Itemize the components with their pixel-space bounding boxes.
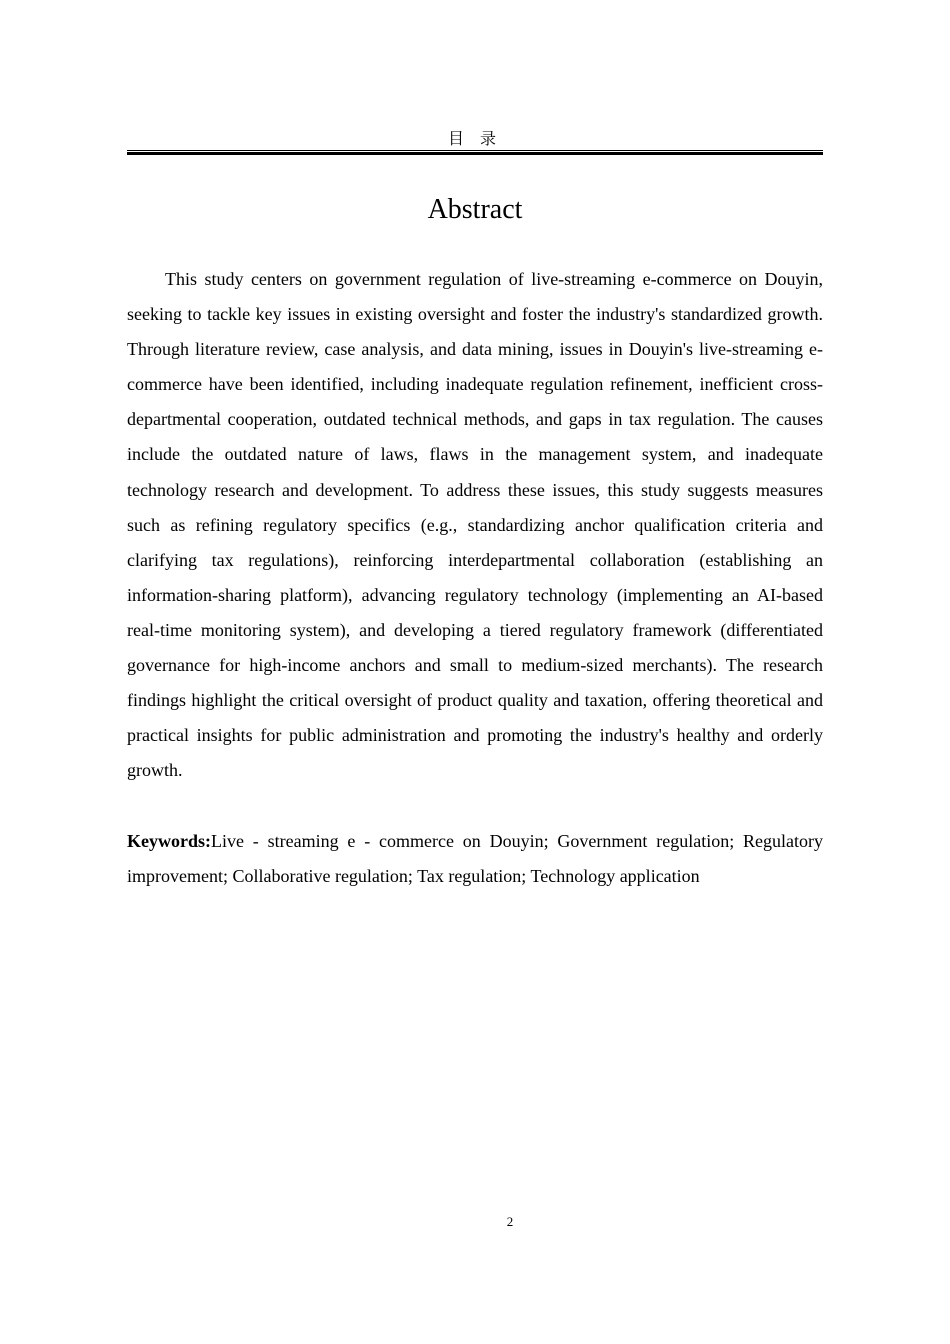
running-header: 目 录 — [447, 131, 502, 148]
page-number: 2 — [506, 1214, 514, 1229]
header-rule-thin — [127, 150, 823, 151]
abstract-heading: Abstract — [427, 194, 523, 225]
abstract-body: This study centers on government regulation of live-streaming e-commerce on Douyin, seeking to tackle key issues in existing oversight and foster the industry's standardized growth. Through literature review, case analysis, and data mining, issues in Douyin's live-streaming e-commerce have been identified, including inadequate regulation refinement, inefficient cross-departmental cooperation, outdated technical methods, and gaps in tax regulation. The causes include the outdated nature of laws, flaws in the management system, and inadequate technology research and development. To address these issues, this study suggests measures such as refining regulatory specifics (e.g., standardizing anchor qualification criteria and clarifying tax regulations), reinforcing interdepartmental collaboration (establishing an information-sharing platform), advancing regulatory technology (implementing an AI-based real-time monitoring system), and developing a tiered regulatory framework (differentiated governance for high-income anchors and small to medium-sized merchants). The research findings highlight the critical oversight of product quality and taxation, offering theoretical and practical insights for public administration and promoting the industry's healthy and orderly growth. — [127, 269, 823, 781]
keywords-label: Keywords: — [127, 831, 211, 851]
keywords-paragraph — [127, 824, 823, 894]
keywords-text: Live - streaming e - commerce on Douyin; Government regulation; Regulatory improvement; Collaborative regulation; Tax regulation; Technology application — [127, 831, 823, 886]
header-rule-thick — [127, 152, 823, 155]
